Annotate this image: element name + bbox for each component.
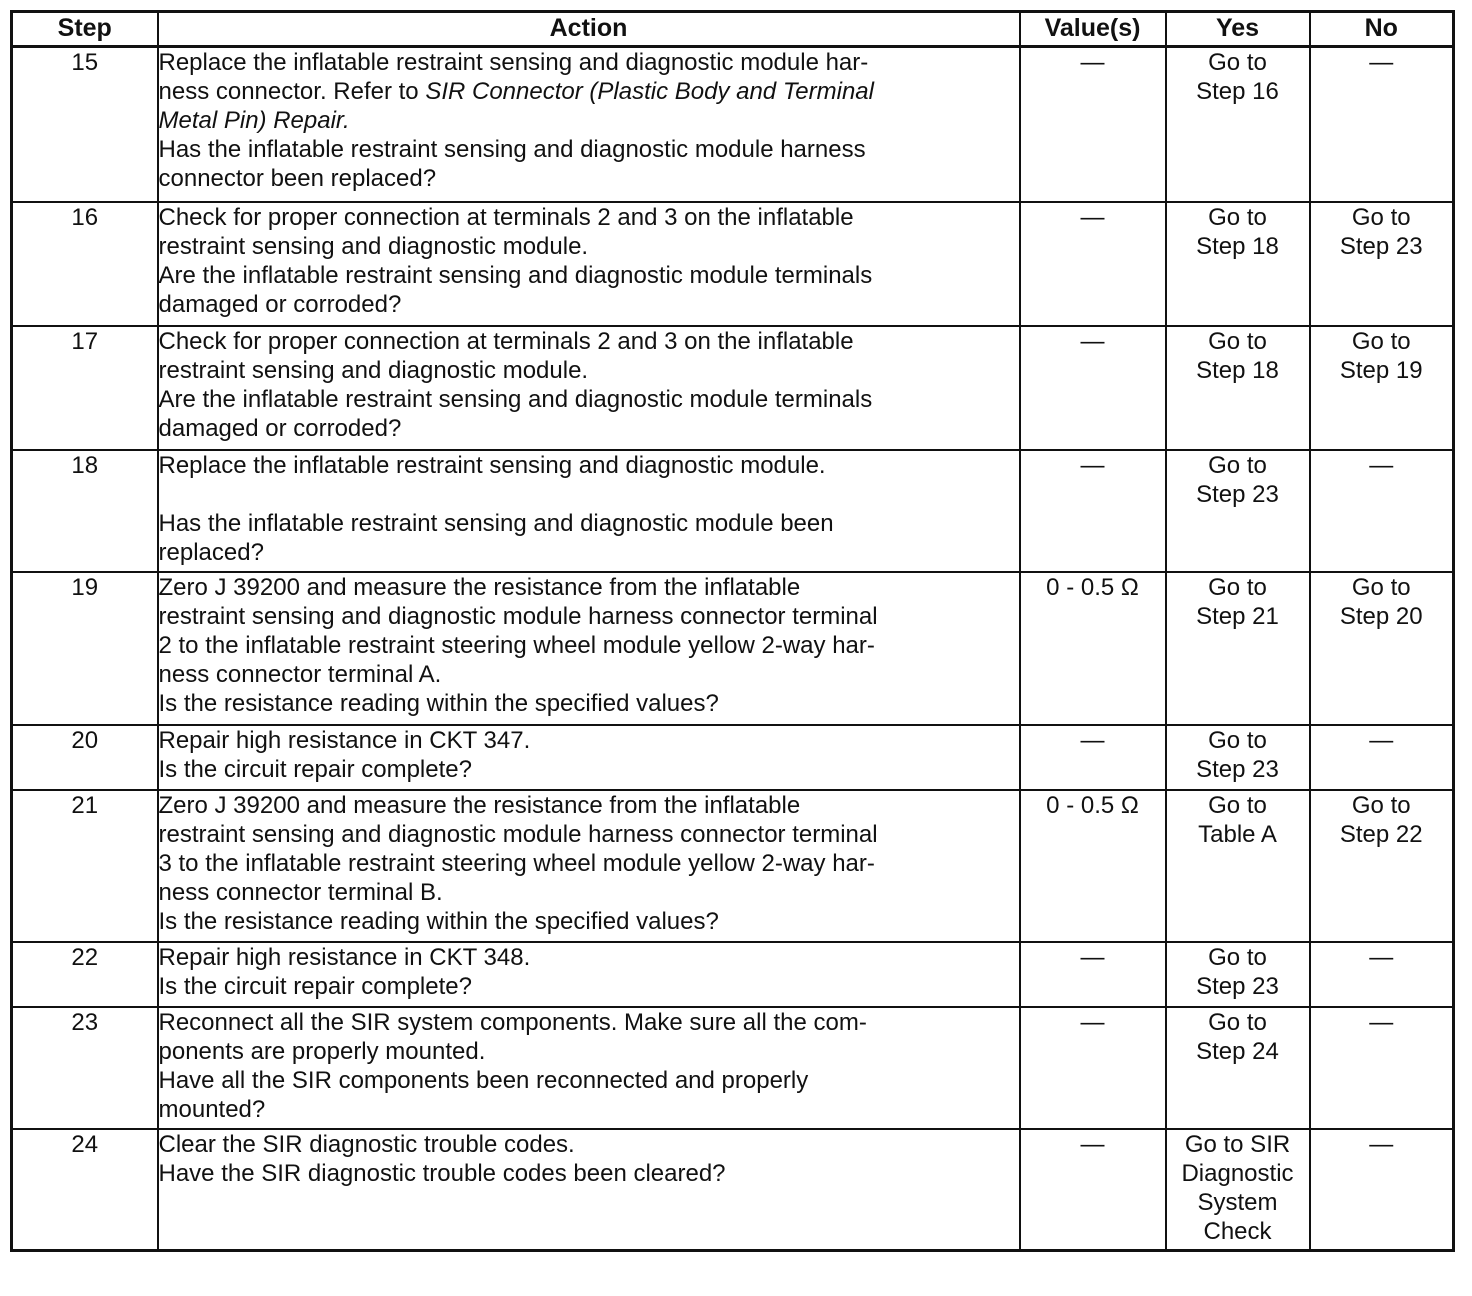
action-line: Repair high resistance in CKT 347. xyxy=(158,726,531,754)
value-spec: — xyxy=(1020,725,1166,790)
action-text xyxy=(158,47,1020,202)
yes-outcome-text: Go to Step 23 xyxy=(1196,726,1279,783)
no-outcome-text: Go to Step 20 xyxy=(1339,573,1423,630)
action-line: 2 to the inflatable restraint steering wheel module yellow 2-way har- xyxy=(158,631,875,659)
yes-outcome xyxy=(1166,202,1310,326)
action-line: restraint sensing and diagnostic module harness connector terminal xyxy=(158,602,878,630)
action-text xyxy=(158,942,1020,1007)
action-text xyxy=(158,202,1020,326)
table-header-row xyxy=(12,12,1454,47)
yes-outcome-text: Go to Table A xyxy=(1198,791,1277,848)
action-line: Are the inflatable restraint sensing and diagnostic module terminals xyxy=(158,261,873,289)
table-row xyxy=(12,326,1454,450)
no-outcome-text: — xyxy=(1369,1130,1394,1158)
action-line: Zero J 39200 and measure the resistance from the inflatable xyxy=(158,573,801,601)
table-row xyxy=(12,1129,1454,1251)
no-outcome xyxy=(1310,725,1454,790)
step-number: 17 xyxy=(12,326,158,450)
action-line: ness connector terminal A. xyxy=(158,660,442,688)
action-line: Is the circuit repair complete? xyxy=(158,755,472,783)
action-line: Is the resistance reading within the specified values? xyxy=(158,689,719,717)
action-text xyxy=(158,326,1020,450)
action-line: Check for proper connection at terminals 2 and 3 on the inflatable xyxy=(158,327,854,355)
value-spec: — xyxy=(1020,942,1166,1007)
value-spec: 0 - 0.5 Ω xyxy=(1020,572,1166,725)
yes-outcome-text: Go to Step 18 xyxy=(1196,203,1279,260)
no-outcome-text: — xyxy=(1369,451,1394,479)
no-outcome xyxy=(1310,326,1454,450)
action-line xyxy=(159,106,1019,135)
value-spec: — xyxy=(1020,47,1166,202)
no-outcome xyxy=(1310,1007,1454,1129)
action-line: Are the inflatable restraint sensing and diagnostic module terminals xyxy=(158,385,873,413)
header-values: Value(s) xyxy=(1020,12,1166,47)
no-outcome xyxy=(1310,47,1454,202)
yes-outcome-text: Go to Step 21 xyxy=(1196,573,1279,630)
table-row xyxy=(12,202,1454,326)
no-outcome-text: Go to Step 23 xyxy=(1339,203,1423,260)
action-text xyxy=(158,1007,1020,1129)
action-line: Has the inflatable restraint sensing and diagnostic module been xyxy=(158,509,834,537)
value-spec: — xyxy=(1020,202,1166,326)
value-spec: — xyxy=(1020,1007,1166,1129)
no-outcome xyxy=(1310,202,1454,326)
value-spec: — xyxy=(1020,326,1166,450)
action-line: replaced? xyxy=(158,538,264,566)
step-number: 16 xyxy=(12,202,158,326)
no-outcome xyxy=(1310,450,1454,572)
action-line: damaged or corroded? xyxy=(158,414,402,442)
yes-outcome xyxy=(1166,572,1310,725)
step-number: 21 xyxy=(12,790,158,942)
action-text xyxy=(158,725,1020,790)
table-row xyxy=(12,572,1454,725)
no-outcome-text: Go to Step 19 xyxy=(1339,327,1423,384)
no-outcome xyxy=(1310,1129,1454,1251)
no-outcome-text: — xyxy=(1369,1008,1394,1036)
action-line: Is the circuit repair complete? xyxy=(158,972,472,1000)
step-number: 20 xyxy=(12,725,158,790)
value-spec: — xyxy=(1020,1129,1166,1251)
action-line: mounted? xyxy=(158,1095,266,1123)
yes-outcome-text: Go to Step 18 xyxy=(1196,327,1279,384)
action-line: Repair high resistance in CKT 348. xyxy=(158,943,531,971)
action-line: Replace the inflatable restraint sensing and diagnostic module. xyxy=(158,451,826,479)
yes-outcome-text: Go to Step 16 xyxy=(1196,49,1279,105)
yes-outcome xyxy=(1166,790,1310,942)
action-text xyxy=(158,572,1020,725)
action-line xyxy=(159,77,1019,106)
reference-title: Metal Pin) Repair. xyxy=(158,107,350,134)
step-number: 24 xyxy=(12,1129,158,1251)
action-line: Check for proper connection at terminals 2 and 3 on the inflatable xyxy=(158,203,854,231)
table-row xyxy=(12,47,1454,202)
action-line xyxy=(159,480,1019,509)
step-number: 19 xyxy=(12,572,158,725)
diagnostic-table xyxy=(10,10,1455,1252)
table-row xyxy=(12,1007,1454,1129)
header-step: Step xyxy=(12,12,158,47)
no-outcome-text: — xyxy=(1369,49,1394,76)
yes-outcome xyxy=(1166,1007,1310,1129)
action-line: restraint sensing and diagnostic module. xyxy=(158,356,589,384)
action-text xyxy=(158,1129,1020,1251)
reference-title: SIR Connector (Plastic Body and Terminal xyxy=(425,78,874,105)
value-spec: — xyxy=(1020,450,1166,572)
table-row xyxy=(12,942,1454,1007)
step-number: 22 xyxy=(12,942,158,1007)
action-line: ness connector terminal B. xyxy=(158,878,443,906)
table-row xyxy=(12,450,1454,572)
action-line: Replace the inflatable restraint sensing and diagnostic module har- xyxy=(158,49,869,76)
action-line: Have all the SIR components been reconnected and properly xyxy=(158,1066,809,1094)
yes-outcome-text: Go to SIR Diagnostic System Check xyxy=(1181,1130,1294,1245)
no-outcome xyxy=(1310,790,1454,942)
action-line: Clear the SIR diagnostic trouble codes. xyxy=(158,1130,575,1158)
table-body xyxy=(12,47,1454,1251)
no-outcome xyxy=(1310,942,1454,1007)
header-no: No xyxy=(1310,12,1454,47)
value-spec: 0 - 0.5 Ω xyxy=(1020,790,1166,942)
step-number: 15 xyxy=(12,47,158,202)
yes-outcome-text: Go to Step 23 xyxy=(1196,943,1279,1000)
step-number: 23 xyxy=(12,1007,158,1129)
action-line: damaged or corroded? xyxy=(158,290,402,318)
action-text xyxy=(158,790,1020,942)
yes-outcome xyxy=(1166,450,1310,572)
action-line: connector been replaced? xyxy=(158,165,437,192)
no-outcome xyxy=(1310,572,1454,725)
yes-outcome xyxy=(1166,47,1310,202)
table-row xyxy=(12,790,1454,942)
action-line: restraint sensing and diagnostic module. xyxy=(158,232,589,260)
step-number: 18 xyxy=(12,450,158,572)
yes-outcome xyxy=(1166,942,1310,1007)
action-line: Is the resistance reading within the specified values? xyxy=(158,907,719,935)
action-line: Has the inflatable restraint sensing and diagnostic module harness xyxy=(158,136,866,163)
action-line: Have the SIR diagnostic trouble codes been cleared? xyxy=(158,1159,726,1187)
action-line: 3 to the inflatable restraint steering wheel module yellow 2-way har- xyxy=(158,849,875,877)
yes-outcome xyxy=(1166,1129,1310,1251)
yes-outcome xyxy=(1166,326,1310,450)
yes-outcome-text: Go to Step 23 xyxy=(1196,451,1279,508)
action-line: Zero J 39200 and measure the resistance from the inflatable xyxy=(158,791,801,819)
table-row xyxy=(12,725,1454,790)
no-outcome-text: Go to Step 22 xyxy=(1339,791,1423,848)
action-text xyxy=(158,450,1020,572)
yes-outcome-text: Go to Step 24 xyxy=(1196,1008,1279,1065)
header-yes: Yes xyxy=(1166,12,1310,47)
no-outcome-text: — xyxy=(1369,726,1394,754)
action-line: restraint sensing and diagnostic module harness connector terminal xyxy=(158,820,878,848)
yes-outcome xyxy=(1166,725,1310,790)
header-action: Action xyxy=(158,12,1020,47)
action-line: Reconnect all the SIR system components. Make sure all the com- xyxy=(158,1008,867,1036)
action-fragment: ness connector. Refer to xyxy=(158,78,426,105)
action-line: ponents are properly mounted. xyxy=(158,1037,486,1065)
no-outcome-text: — xyxy=(1369,943,1394,971)
